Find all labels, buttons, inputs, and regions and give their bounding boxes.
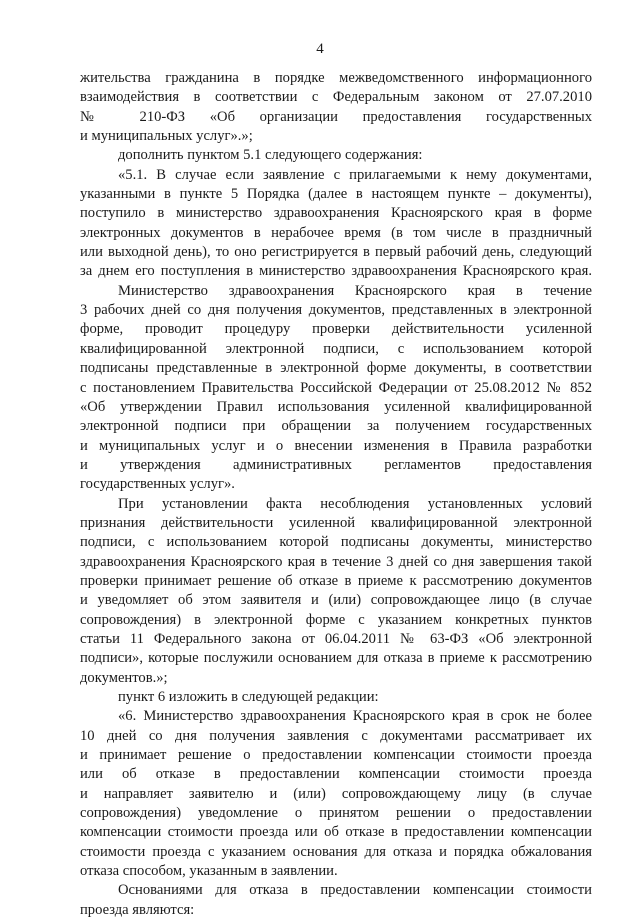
text-line: признания действительности усиленной квалифицированной электронной (80, 514, 592, 531)
text-line: электронных документов в нерабочее время (в том числе в праздничный (80, 224, 592, 241)
text-line: «Об утверждении Правил использования усиленной квалифицированной (80, 398, 592, 415)
text-line: проверки принимает решение об отказе в приеме к рассмотрению документов (80, 572, 592, 589)
text-line: № 210-ФЗ «Об организации предоставления государственных (80, 108, 592, 125)
text-line: с постановлением Правительства Российской Федерации от 25.08.2012 № 852 (80, 379, 592, 396)
text-line: и муниципальных услуг и о внесении изменения в Правила разработки (80, 437, 592, 454)
text-line: При установлении факта несоблюдения установленных условий (118, 495, 592, 512)
text-line: государственных услуг». (80, 476, 235, 493)
page-number: 4 (316, 41, 324, 57)
text-line: или выходной день), то оно регистрируется в первый рабочий день, следующий (80, 244, 592, 261)
text-line: отказа способом, указанным в заявлении. (80, 863, 338, 880)
text-line: и уведомляет об этом заявителя и (или) сопровождающее лицо (в случае (80, 592, 592, 609)
text-line: и муниципальных услуг».»; (80, 128, 253, 145)
document-body (80, 69, 592, 920)
text-line: подписи», которые послужили основанием для отказа в приеме к рассмотрению (80, 650, 592, 667)
text-line: жительства гражданина в порядке межведомственного информационного (80, 70, 592, 86)
text-line: и утверждения административных регламентов предоставления (80, 456, 592, 473)
text-line: указанными в пункте 5 Порядка (далее в настоящем пункте – документы), (80, 186, 592, 203)
text-line: электронной подписи при обращении за получением государственных (80, 418, 592, 435)
text-line: пункт 6 изложить в следующей редакции: (118, 689, 379, 705)
text-line: поступило в министерство здравоохранения Красноярского края в форме (80, 205, 592, 222)
text-line: или об отказе в предоставлении компенсации стоимости проезда (80, 766, 592, 783)
text-line: за днем его поступления в министерство здравоохранения Красноярского края. (80, 263, 592, 280)
text-line: 3 рабочих дней со дня получения документов, представленных в электронной (80, 302, 592, 319)
text-line: Министерство здравоохранения Красноярского края в течение (118, 282, 592, 299)
text-line: документов.»; (80, 669, 168, 686)
text-line: подписи, с использованием которой подписаны документы, министерство (80, 534, 592, 551)
text-line: и направляет заявителю и (или) сопровождающему лицу (в случае (80, 785, 592, 802)
text-line: стоимости проезда с указанием основания для отказа и порядка обжалования (80, 843, 592, 860)
text-line: 10 дней со дня получения заявления с документами рассматривает их (80, 727, 592, 744)
text-line: Основаниями для отказа в предоставлении компенсации стоимости (118, 882, 592, 899)
text-line: форме, проводит процедуру проверки действительности усиленной (80, 321, 592, 338)
text-line: «5.1. В случае если заявление с прилагаемыми к нему документами, (118, 166, 592, 183)
text-line: сопровождения) в электронной форме с указанием конкретных пунктов (80, 611, 592, 628)
text-line: подписаны представленные в электронной форме документы, в соответствии (80, 360, 592, 377)
text-line: сопровождения) уведомление о принятом решении о предоставлении (80, 805, 592, 822)
text-line: дополнить пунктом 5.1 следующего содержания: (118, 147, 423, 164)
text-line: проезда являются: (80, 901, 195, 918)
text-line: квалифицированной электронной подписи, с использованием которой (80, 340, 592, 357)
text-line: компенсации стоимости проезда или об отказе в предоставлении компенсации (80, 824, 592, 841)
text-line: и принимает решение о предоставлении компенсации стоимости проезда (80, 747, 592, 764)
text-line: взаимодействия в соответствии с Федеральным законом от 27.07.2010 (80, 89, 592, 106)
text-line: статьи 11 Федерального закона от 06.04.2011 № 63-ФЗ «Об электронной (80, 630, 592, 647)
text-line: здравоохранения Красноярского края в течение 3 дней со дня завершения такой (80, 553, 592, 570)
text-line: «6. Министерство здравоохранения Красноярского края в срок не более (118, 708, 592, 725)
